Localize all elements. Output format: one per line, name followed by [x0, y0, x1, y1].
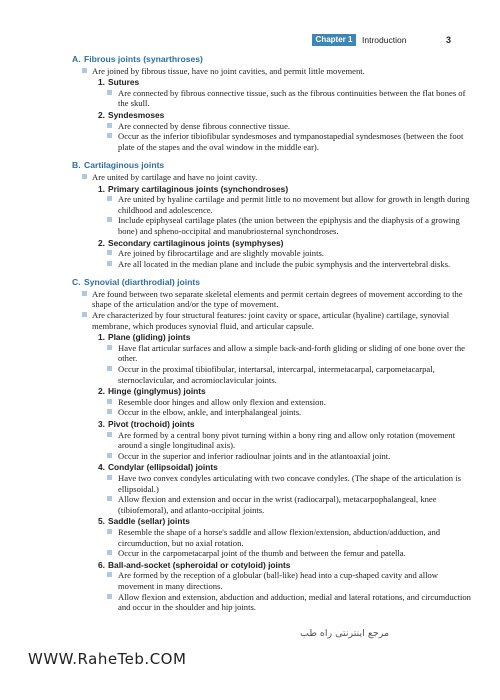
list-item	[72, 451, 472, 462]
section	[72, 277, 472, 612]
watermark-persian: مرجع اینترنتی راه طب	[300, 628, 390, 639]
list-item	[72, 259, 472, 270]
section-heading	[72, 277, 472, 288]
list-item	[72, 527, 472, 548]
list-item-text: Occur in the proximal tibiofibular, intertarsal, intercarpal, intermetacarpal, carpometacarpal, sternoclavicular, and acromioclavicular joints.	[118, 364, 435, 385]
section	[72, 160, 472, 269]
list-item-text: Are united by cartilage and have no joint cavity.	[92, 171, 258, 182]
subsection-number: 3.	[98, 419, 105, 429]
subsection-number: 1.	[98, 183, 105, 194]
square-bullet-icon	[82, 174, 87, 179]
subsection-heading	[72, 238, 472, 249]
chapter-title: Introduction	[362, 35, 407, 45]
subsection-number: 2.	[98, 386, 105, 397]
list-item	[72, 66, 472, 77]
list-item-text: Are united by hyaline cartilage and permit little to no movement but allow for growth in length during childhood and adolescence.	[118, 194, 470, 215]
square-bullet-icon	[82, 68, 87, 73]
list-item	[72, 289, 472, 310]
list-item-text: Are formed by a central bony pivot turning within a bony ring and allow only rotation (movement around a single longitudinal axis).	[118, 429, 455, 451]
list-item	[72, 548, 472, 559]
subsection-heading	[72, 462, 472, 473]
subsection-heading	[72, 386, 472, 397]
square-bullet-icon	[107, 133, 112, 138]
subsection-title: Sutures	[108, 77, 140, 88]
square-bullet-icon	[107, 250, 112, 255]
subsection-title: Hinge (ginglymus) joints	[108, 386, 206, 397]
list-item	[72, 248, 472, 259]
subsection-heading	[72, 332, 472, 343]
section-title: Cartilaginous joints	[84, 160, 165, 171]
list-item-text: Are connected by dense fibrous connective tissue.	[118, 120, 291, 131]
subsection-number: 4.	[98, 462, 105, 473]
list-item-text: Have two convex condyles articulating with two concave condyles. (The shape of the articulation is ellipsoidal.)	[118, 472, 461, 494]
square-bullet-icon	[107, 572, 112, 577]
section-heading	[72, 160, 472, 171]
square-bullet-icon	[107, 432, 112, 437]
chapter-label: Chapter 1	[312, 34, 356, 46]
list-item	[72, 172, 472, 183]
section-title: Fibrous joints (synarthroses)	[84, 54, 203, 64]
square-bullet-icon	[107, 366, 112, 371]
list-item-text: Resemble door hinges and allow only flexion and extension.	[118, 396, 326, 407]
list-item-text: Include epiphyseal cartilage plates (the union between the epiphysis and the diaphysis of a growing bone) and spheno-occipital and manubriosternal synchondroses.	[118, 215, 460, 236]
subsection-title: Saddle (sellar) joints	[108, 516, 190, 527]
subsection-number: 1.	[98, 332, 105, 343]
square-bullet-icon	[107, 529, 112, 534]
subsection-heading	[72, 516, 472, 527]
square-bullet-icon	[107, 496, 112, 501]
subsection-number: 2.	[98, 237, 105, 248]
list-item	[72, 407, 472, 418]
square-bullet-icon	[107, 550, 112, 555]
list-item-text: Are joined by fibrocartilage and are slightly movable joints.	[118, 248, 324, 259]
square-bullet-icon	[107, 594, 112, 599]
list-item	[72, 194, 472, 215]
subsection-number: 6.	[98, 559, 105, 570]
subsection-number: 5.	[98, 516, 105, 527]
square-bullet-icon	[107, 90, 112, 95]
list-item-text: Occur in the superior and inferior radioulnar joints and in the atlantoaxial joint.	[118, 450, 391, 461]
page-body	[72, 54, 472, 613]
list-item	[72, 494, 472, 515]
list-item-text: Are connected by fibrous connective tissue, such as the fibrous continuities between the flat bones of the skull.	[118, 87, 466, 109]
list-item-text: Occur as the inferior tibiofibular syndesmoses and tympanostapedial syndesmoses (between the foot plate of the stapes and the oval window in the middle ear).	[118, 131, 464, 152]
section-heading	[72, 54, 472, 65]
watermark-url: WWW.RaheTeb.COM	[28, 650, 187, 668]
subsection-heading	[72, 184, 472, 195]
list-item	[72, 343, 472, 364]
list-item-text: Are found between two separate skeletal elements and permit certain degrees of movement according to the shape of the articulation and/or the type of movement.	[92, 288, 463, 310]
list-item-text: Occur in the elbow, ankle, and interphalangeal joints.	[118, 407, 302, 418]
square-bullet-icon	[107, 261, 112, 266]
list-item	[72, 430, 472, 451]
subsection-title: Secondary cartilaginous joints (symphyses)	[108, 237, 284, 248]
list-item-text: Are characterized by four structural features: joint cavity or space, articular (hyaline) cartilage, synovial membrane, which produces synovial fluid, and articular capsule.	[92, 310, 450, 331]
page-number: 3	[446, 35, 452, 45]
list-item-text: Occur in the carpometacarpal joint of the thumb and between the femur and patella.	[118, 548, 406, 559]
list-item-text: Resemble the shape of a horse's saddle and allow flexion/extension, abduction/adduction, and circumduction, but no axial rotation.	[118, 526, 441, 548]
section-letter: A.	[72, 54, 81, 64]
square-bullet-icon	[82, 291, 87, 296]
square-bullet-icon	[107, 453, 112, 458]
list-item-text: Are formed by the reception of a globular (ball-like) head into a cup-shaped cavity and allow movement in many directions.	[118, 570, 438, 591]
subsection-heading	[72, 419, 472, 430]
page-header	[0, 34, 500, 48]
subsection-heading	[72, 77, 472, 88]
subsection-number: 2.	[98, 109, 105, 120]
section-title: Synovial (diarthrodial) joints	[84, 277, 201, 288]
list-item-text: Allow flexion and extension and occur in the wrist (radiocarpal), metacarpophalangeal, knee (tibiofemoral), and atlanto-occipital joints.	[118, 494, 437, 515]
section-letter: B.	[72, 160, 81, 171]
subsection-title: Primary cartilaginous joints (synchondroses)	[108, 183, 289, 194]
square-bullet-icon	[107, 217, 112, 222]
subsection-heading	[72, 560, 472, 571]
list-item	[72, 364, 472, 385]
square-bullet-icon	[107, 399, 112, 404]
subsection-title: Condylar (ellipsoidal) joints	[108, 462, 218, 473]
section-letter: C.	[72, 277, 81, 288]
subsection-title: Pivot (trochoid) joints	[108, 419, 195, 429]
square-bullet-icon	[107, 123, 112, 128]
list-item	[72, 397, 472, 408]
square-bullet-icon	[107, 475, 112, 480]
subsection-heading	[72, 110, 472, 121]
list-item-text: Are joined by fibrous tissue, have no joint cavities, and permit little movement.	[92, 65, 365, 76]
list-item	[72, 88, 472, 109]
subsection-title: Syndesmoses	[108, 109, 165, 120]
list-item-text: Have flat articular surfaces and allow a simple back-and-forth gliding or sliding of one bone over the other.	[118, 342, 465, 364]
list-item	[72, 131, 472, 152]
square-bullet-icon	[82, 312, 87, 317]
list-item	[72, 121, 472, 132]
list-item	[72, 215, 472, 236]
subsection-number: 1.	[98, 77, 105, 88]
list-item-text: Allow flexion and extension, abduction and adduction, medial and lateral rotations, and circumduction and occur in the shoulder and hip joints.	[118, 591, 471, 613]
list-item-text: Are all located in the median plane and include the pubic symphysis and the intervertebral disks.	[118, 258, 451, 269]
square-bullet-icon	[107, 345, 112, 350]
square-bullet-icon	[107, 409, 112, 414]
list-item	[72, 570, 472, 591]
subsection-title: Plane (gliding) joints	[108, 332, 191, 343]
section	[72, 54, 472, 152]
subsection-title: Ball-and-socket (spheroidal or cotyloid) joints	[108, 559, 291, 570]
list-item	[72, 473, 472, 494]
list-item	[72, 592, 472, 613]
square-bullet-icon	[107, 196, 112, 201]
list-item	[72, 310, 472, 331]
